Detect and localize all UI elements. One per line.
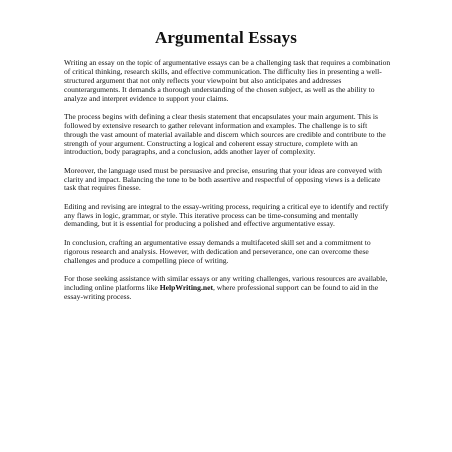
- document-body: [64, 59, 392, 301]
- paragraph-intro: Writing an essay on the topic of argumentative essays can be a challenging task that requires a combination of critical thinking, research skills, and effective communication. The difficulty lies in presenting a well-structured argument that not only reflects your viewpoint but also anticipates and addresses counterarguments. It demands a thorough understanding of the chosen subject, as well as the ability to analyze and interpret evidence to support your claims.: [64, 58, 391, 103]
- paragraph-process: The process begins with defining a clear thesis statement that encapsulates your main argument. This is followed by extensive research to gather relevant information and examples. The challenge is to sift through the vast amount of material available and discern which sources are credible and contribute to the strength of your argument. Constructing a logical and coherent essay structure, complete with an introduction, body paragraphs, and a conclusion, adds another layer of complexity.: [64, 111, 386, 157]
- assistance-text-after: , where professional support can be found to aid in the essay-writing process.: [64, 282, 379, 301]
- paragraph-language: Moreover, the language used must be persuasive and precise, ensuring that your ideas are conveyed with clarity and impact. Balancing the tone to be both assertive and respectful of opposing views is a delicate task that requires finesse.: [64, 165, 382, 193]
- paragraph-assistance: [64, 275, 392, 302]
- paragraph-conclusion: In conclusion, crafting an argumentative essay demands a multifaceted skill set and a commitment to rigorous research and analysis. However, with dedication and perseverance, one can overcome these challenges and produce a compelling piece of writing.: [64, 237, 371, 265]
- paragraph-editing: Editing and revising are integral to the essay-writing process, requiring a critical eye to identify and rectify any flaws in logic, grammar, or style. This iterative process can be time-consuming and mentally demanding, but it is essential for producing a polished and effective argumentative essay.: [64, 201, 389, 229]
- document-title: Argumental Essays: [155, 28, 297, 47]
- assistance-text-before: For those seeking assistance with similar essays or any writing challenges, various resources are available, including online platforms like: [64, 273, 388, 292]
- helpwriting-link[interactable]: HelpWriting.net: [159, 282, 213, 292]
